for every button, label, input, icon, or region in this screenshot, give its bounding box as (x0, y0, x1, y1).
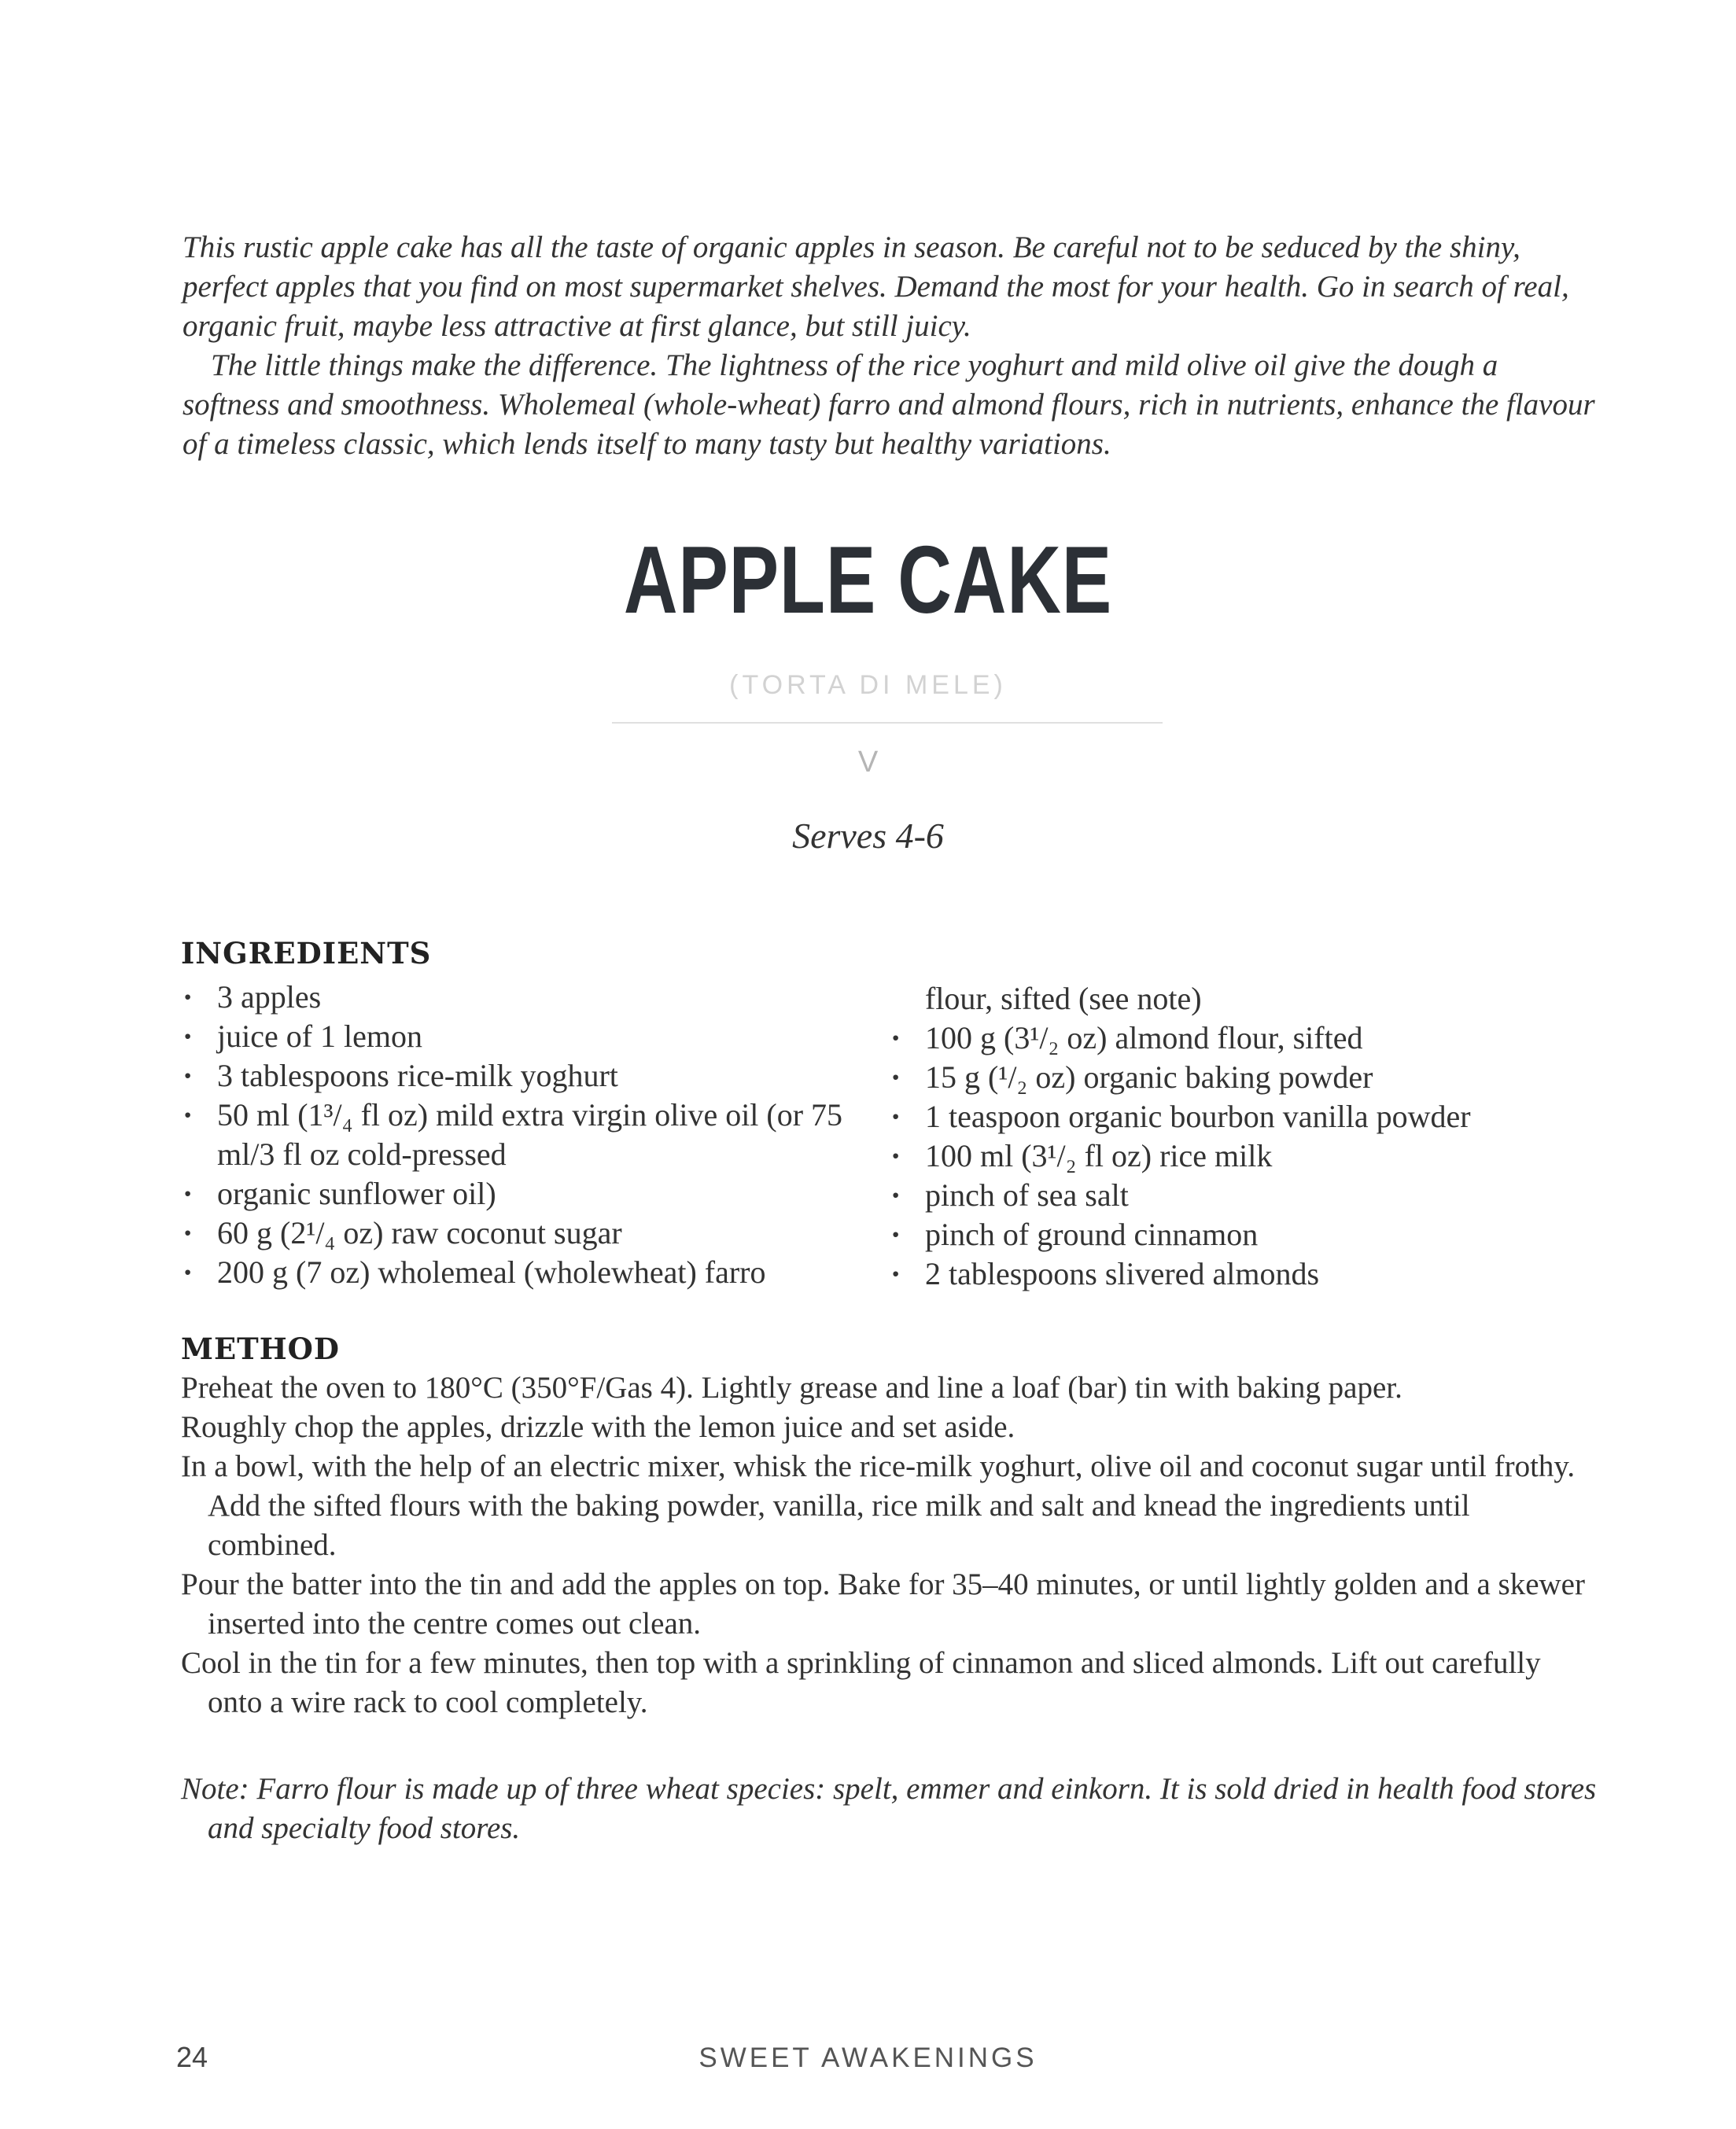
running-footer: SWEET AWAKENINGS (698, 2042, 1038, 2073)
method-heading: METHOD (181, 1332, 340, 1366)
serves-label: Serves 4-6 (792, 816, 944, 856)
ingredient-item: · 15 g (¹/₂ oz) organic baking powder (890, 1058, 1598, 1097)
method-step: Pour the batter into the tin and add the apples on top. Bake for 35–40 minutes, or until lightly golden and a skewer inserted into the centre comes out clean. (181, 1567, 1585, 1641)
vegan-mark: V (857, 746, 879, 779)
method-step: In a bowl, with the help of an electric mixer, whisk the rice-milk yoghurt, olive oil and coconut sugar until frothy. Add the sifted flours with the baking powder, vanilla, rice milk and salt and knead the ingredients until combined. (181, 1449, 1576, 1562)
recipe-title: APPLE CAKE (623, 526, 1113, 633)
ingredient-item: · 3 tablespoons rice-milk yoghurt (182, 1056, 867, 1096)
recipe-subtitle: (TORTA DI MELE) (729, 670, 1007, 700)
intro-paragraph: This rustic apple cake has all the taste of organic apples in season. Be careful not to be seduced by the shiny, perfect apples that you find on most supermarket shelves. Demand the most for your health. Go in search of real, organic fruit, maybe less attractive at first glance, but still juicy. (182, 230, 1569, 343)
ingredients-list-right (890, 979, 1598, 1294)
ingredients-heading: INGREDIENTS (181, 936, 432, 971)
method-step: Roughly chop the apples, drizzle with the lemon juice and set aside. (181, 1410, 1015, 1444)
ingredient-item: · pinch of sea salt (890, 1176, 1598, 1215)
page-number: 24 (176, 2041, 208, 2073)
ingredient-item: · 3 apples (182, 978, 867, 1017)
ingredient-item: · 200 g (7 oz) wholemeal (wholewheat) farro (182, 1253, 867, 1292)
ingredient-item: · pinch of ground cinnamon (890, 1215, 1598, 1254)
ingredient-item: flour, sifted (see note) (925, 981, 1202, 1016)
ingredient-item: · 1 teaspoon organic bourbon vanilla powder (890, 1097, 1598, 1136)
ingredient-item: · organic sunflower oil) (182, 1174, 867, 1214)
ingredients-list-left (182, 978, 867, 1292)
ingredient-item: · 100 ml (3¹/₂ fl oz) rice milk (890, 1136, 1598, 1176)
ingredient-item: · 60 g (2¹/₄ oz) raw coconut sugar (182, 1214, 867, 1253)
intro-paragraph: The little things make the difference. The lightness of the rice yoghurt and mild olive oil give the dough a softness and smoothness. Wholemeal (whole-wheat) farro and almond flours, rich in nutrients, enhance the flavour of a timeless classic, which lends itself to many tasty but healthy variations. (182, 348, 1595, 461)
intro-text (182, 228, 1598, 464)
ingredient-item: · 50 ml (1³/₄ fl oz) mild extra virgin olive oil (or 75 ml/3 fl oz cold-pressed (182, 1096, 867, 1174)
method-step: Preheat the oven to 180°C (350°F/Gas 4). Lightly grease and line a loaf (bar) tin with baking paper. (181, 1371, 1402, 1405)
ingredient-item: · 100 g (3¹/₂ oz) almond flour, sifted (890, 1018, 1598, 1058)
ingredient-item: · juice of 1 lemon (182, 1017, 867, 1056)
recipe-note: Note: Farro flour is made up of three wheat species: spelt, emmer and einkorn. It is sold dried in health food stores and specialty food stores. (181, 1772, 1597, 1845)
method-steps (181, 1368, 1597, 1722)
method-step: Cool in the tin for a few minutes, then top with a sprinkling of cinnamon and sliced almonds. Lift out carefully onto a wire rack to cool completely. (181, 1646, 1541, 1719)
ingredient-item: · 2 tablespoons slivered almonds (890, 1254, 1598, 1294)
title-divider (612, 722, 1163, 724)
